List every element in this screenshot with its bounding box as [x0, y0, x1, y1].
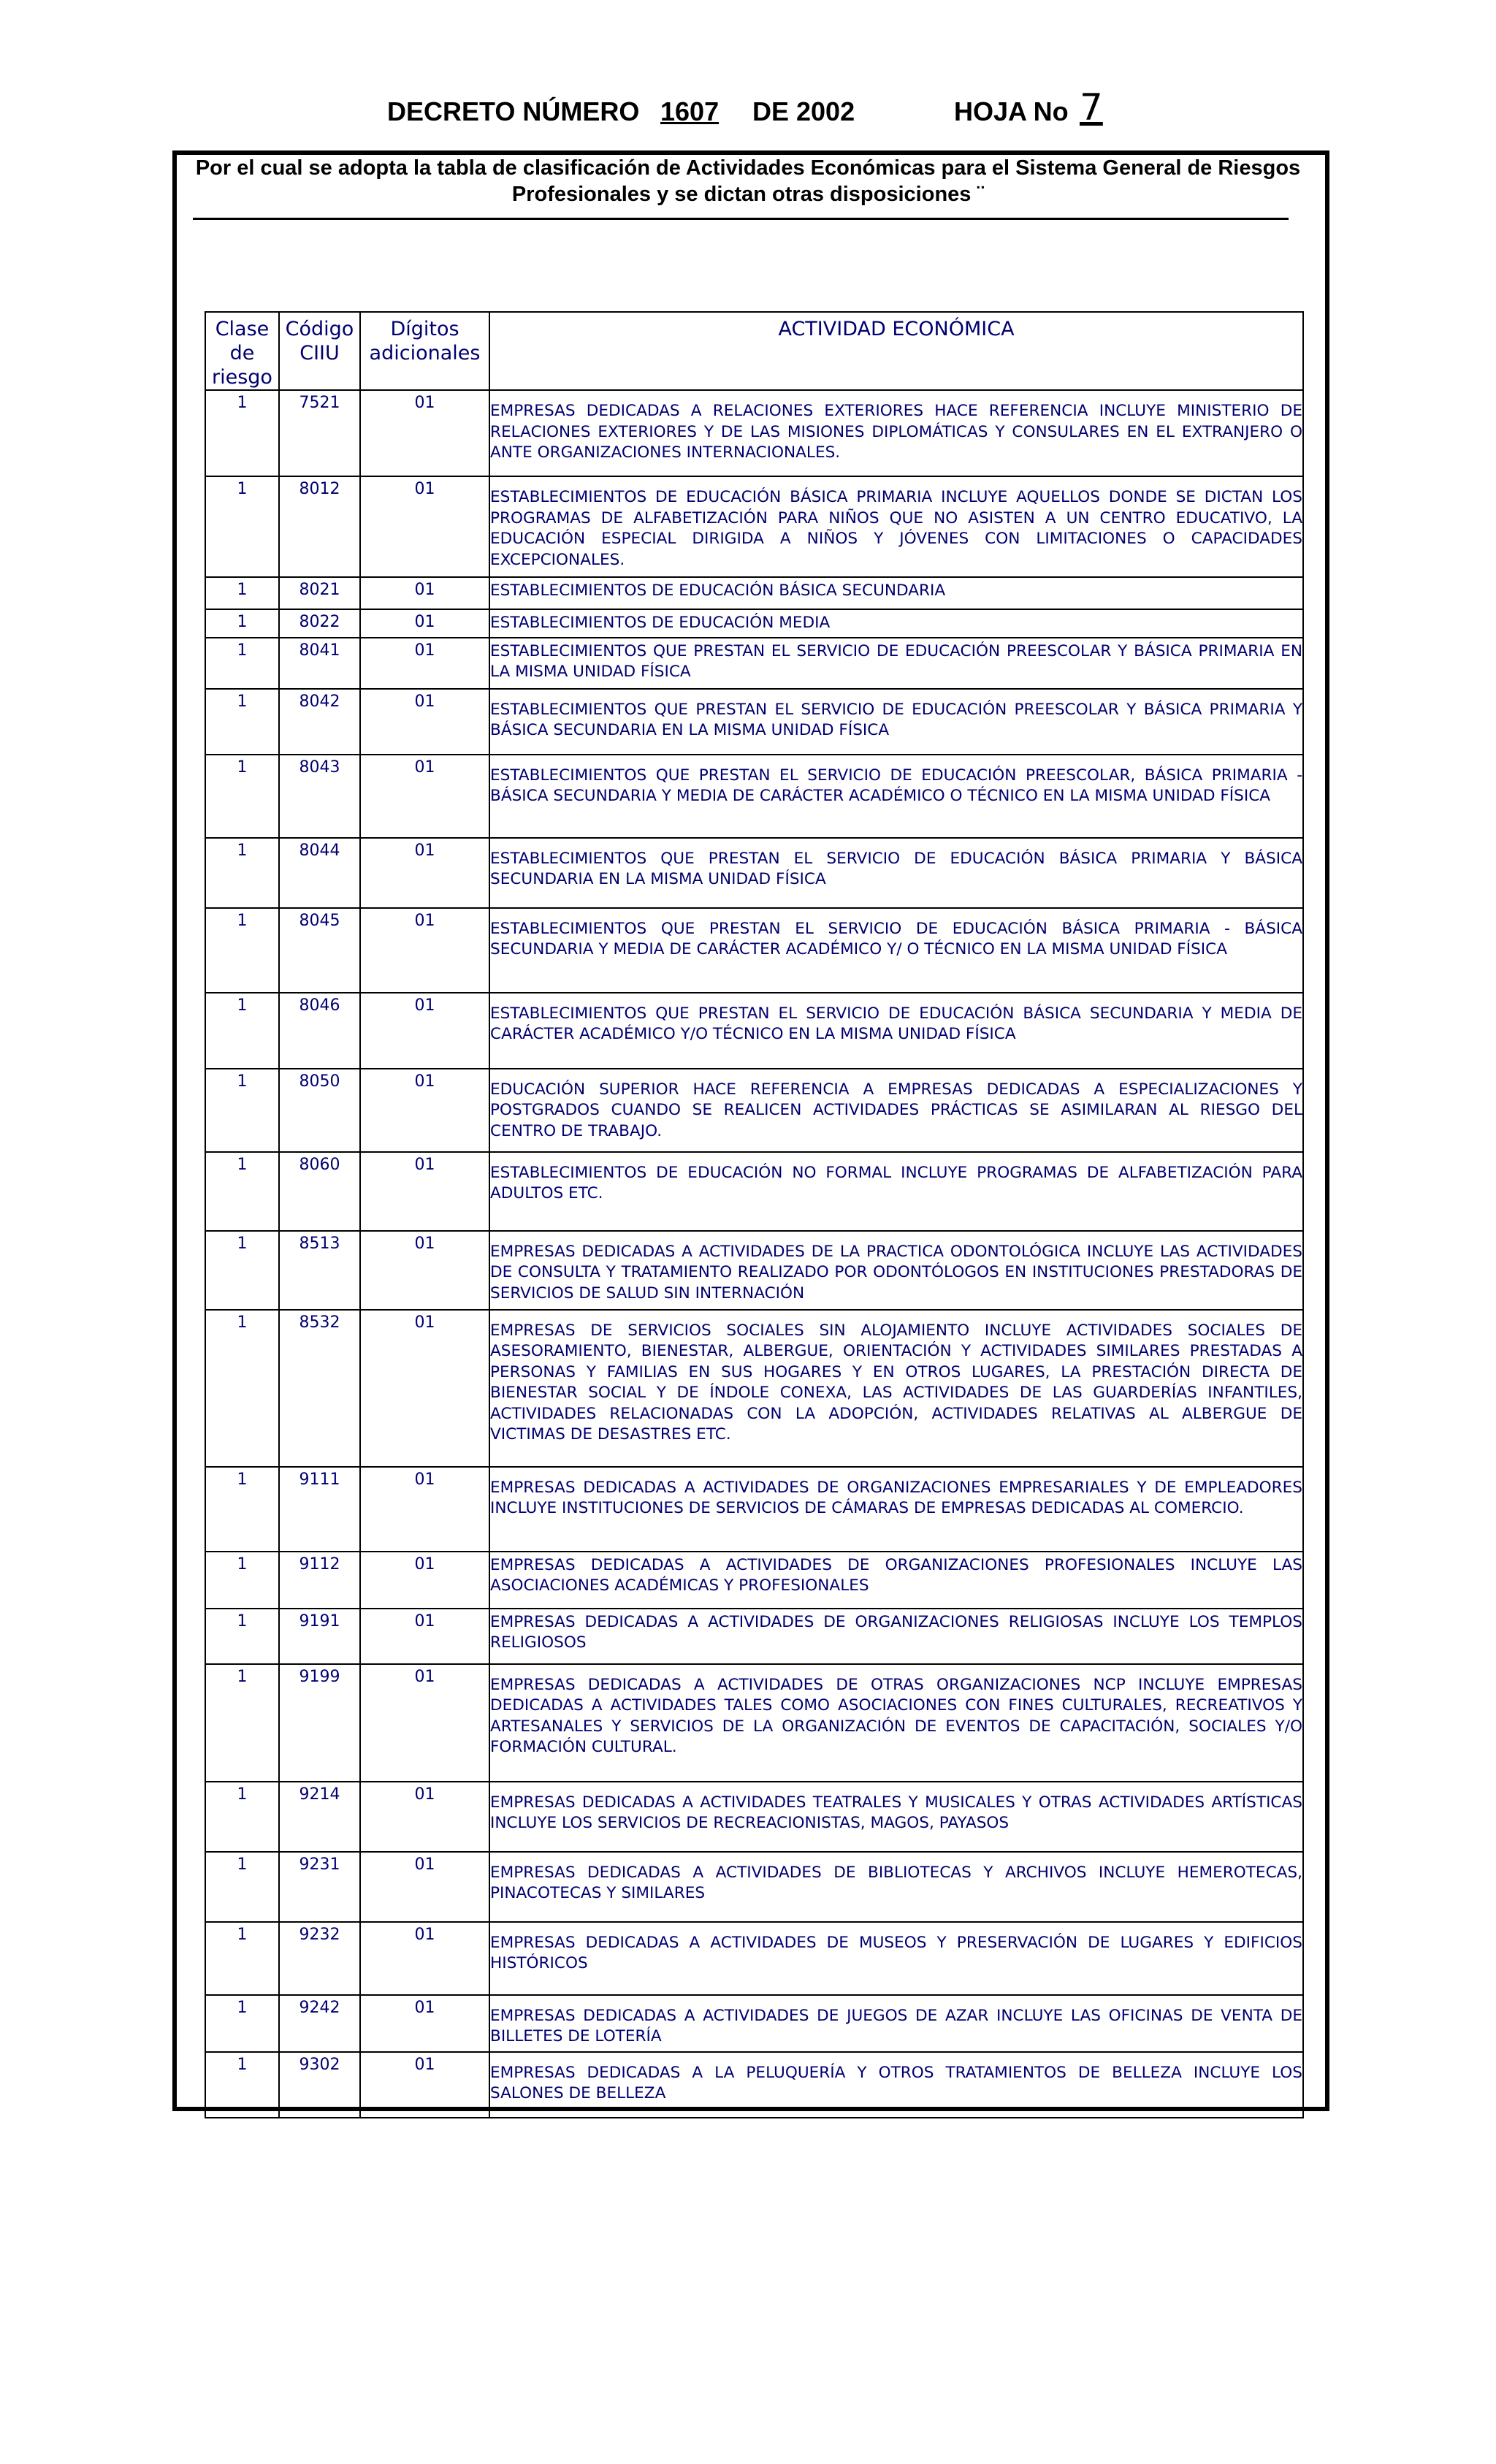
table-header-row	[205, 312, 1303, 390]
cell-codigo: 7521	[279, 390, 360, 476]
table-row	[205, 577, 1303, 609]
actividad-text: ESTABLECIMIENTOS QUE PRESTAN EL SERVICIO DE EDUCACIÓN PREESCOLAR, BÁSICA PRIMARIA - BÁSICA SECUNDARIA Y MEDIA DE CARÁCTER ACADÉMICO O TÉCNICO EN LA MISMA UNIDAD FÍSICA	[490, 766, 1302, 805]
cell-digitos: 01	[360, 1552, 489, 1609]
table-row	[205, 1922, 1303, 1995]
cell-actividad	[489, 689, 1303, 755]
cell-actividad	[489, 1467, 1303, 1552]
table-body	[205, 390, 1303, 2118]
cell-codigo: 8042	[279, 689, 360, 755]
table-row	[205, 908, 1303, 993]
cell-codigo: 9302	[279, 2052, 360, 2118]
cell-actividad	[489, 1609, 1303, 1664]
cell-clase: 1	[205, 609, 279, 638]
cell-digitos: 01	[360, 689, 489, 755]
cell-codigo: 9111	[279, 1467, 360, 1552]
decreto-number: 1607	[660, 96, 720, 126]
table-row	[205, 1995, 1303, 2052]
table-row	[205, 755, 1303, 838]
table-row	[205, 390, 1303, 476]
cell-actividad	[489, 609, 1303, 638]
cell-actividad	[489, 1922, 1303, 1995]
cell-digitos: 01	[360, 1310, 489, 1467]
table-row	[205, 638, 1303, 689]
cell-actividad	[489, 638, 1303, 689]
page-number: 7	[1080, 86, 1103, 129]
decreto-label: DECRETO NÚMERO	[387, 96, 640, 126]
cell-clase: 1	[205, 1231, 279, 1310]
header-actividad: ACTIVIDAD ECONÓMICA	[489, 312, 1303, 390]
cell-actividad	[489, 1782, 1303, 1852]
cell-codigo: 9242	[279, 1995, 360, 2052]
table-row	[205, 1231, 1303, 1310]
table-row	[205, 689, 1303, 755]
cell-codigo: 9214	[279, 1782, 360, 1852]
cell-digitos: 01	[360, 1467, 489, 1552]
table-row	[205, 1152, 1303, 1231]
cell-digitos: 01	[360, 1852, 489, 1922]
cell-clase: 1	[205, 1852, 279, 1922]
cell-clase: 1	[205, 1664, 279, 1782]
decreto-year: DE 2002	[752, 96, 855, 126]
cell-digitos: 01	[360, 609, 489, 638]
cell-actividad	[489, 755, 1303, 838]
cell-digitos: 01	[360, 1152, 489, 1231]
cell-digitos: 01	[360, 908, 489, 993]
cell-digitos: 01	[360, 1231, 489, 1310]
cell-codigo: 8041	[279, 638, 360, 689]
cell-actividad	[489, 1310, 1303, 1467]
actividad-text: ESTABLECIMIENTOS QUE PRESTAN EL SERVICIO DE EDUCACIÓN PREESCOLAR Y BÁSICA PRIMARIA EN LA MISMA UNIDAD FÍSICA	[490, 641, 1302, 681]
header-digitos: Dígitos adicionales	[360, 312, 489, 390]
table-row	[205, 1552, 1303, 1609]
cell-clase: 1	[205, 1552, 279, 1609]
cell-actividad	[489, 390, 1303, 476]
actividad-text: ESTABLECIMIENTOS QUE PRESTAN EL SERVICIO DE EDUCACIÓN BÁSICA SECUNDARIA Y MEDIA DE CARÁCTER ACADÉMICO Y/O TÉCNICO EN LA MISMA UNIDAD FÍSICA	[490, 1004, 1302, 1043]
cell-clase: 1	[205, 638, 279, 689]
cell-actividad	[489, 476, 1303, 577]
cell-clase: 1	[205, 1922, 279, 1995]
actividad-text: ESTABLECIMIENTOS DE EDUCACIÓN BÁSICA SECUNDARIA	[490, 581, 946, 600]
cell-digitos: 01	[360, 1995, 489, 2052]
cell-actividad	[489, 1852, 1303, 1922]
subtitle-divider	[193, 218, 1289, 220]
cell-clase: 1	[205, 755, 279, 838]
document-subtitle: Por el cual se adopta la tabla de clasificación de Actividades Económicas para el Sistema General de Riesgos Profesionales y se dictan otras disposiciones ¨	[195, 156, 1301, 206]
table-row	[205, 1664, 1303, 1782]
cell-actividad	[489, 2052, 1303, 2118]
actividad-text: EMPRESAS DEDICADAS A ACTIVIDADES DE LA PRACTICA ODONTOLÓGICA INCLUYE LAS ACTIVIDADES DE CONSULTA Y TRATAMIENTO REALIZADO POR ODONTÓLOGOS EN INSTITUCIONES PRESTADORAS DE SERVICIOS DE SALUD SIN INTERNACIÓN	[490, 1242, 1302, 1302]
actividad-text: EMPRESAS DE SERVICIOS SOCIALES SIN ALOJAMIENTO INCLUYE ACTIVIDADES SOCIALES DE ASESORAMIENTO, BIENESTAR, ALBERGUE, ORIENTACIÓN Y ACTIVIDADES SIMILARES PRESTADAS A PERSONAS Y FAMILIAS EN SUS HOGARES Y EN OTROS LUGARES, LA PRESTACIÓN DIRECTA DE BIENESTAR SOCIAL Y DE ÍNDOLE CONEXA, LAS ACTIVIDADES DE LAS GUARDERÍAS INFANTILES, ACTIVIDADES RELACIONADAS CON LA ADOPCIÓN, ACTIVIDADES RELATIVAS AL ALBERGUE DE VICTIMAS DE DESASTRES ETC.	[490, 1321, 1302, 1443]
cell-codigo: 8046	[279, 993, 360, 1069]
actividad-text: EMPRESAS DEDICADAS A ACTIVIDADES DE ORGANIZACIONES RELIGIOSAS INCLUYE LOS TEMPLOS RELIGIOSOS	[490, 1612, 1302, 1652]
cell-clase: 1	[205, 838, 279, 908]
cell-actividad	[489, 1152, 1303, 1231]
cell-clase: 1	[205, 577, 279, 609]
actividad-text: ESTABLECIMIENTOS DE EDUCACIÓN MEDIA	[490, 614, 831, 632]
cell-actividad	[489, 993, 1303, 1069]
cell-codigo: 8044	[279, 838, 360, 908]
header-clase: Clase de riesgo	[205, 312, 279, 390]
cell-digitos: 01	[360, 390, 489, 476]
cell-clase: 1	[205, 1069, 279, 1152]
cell-codigo: 8513	[279, 1231, 360, 1310]
cell-actividad	[489, 838, 1303, 908]
cell-digitos: 01	[360, 638, 489, 689]
cell-codigo: 8060	[279, 1152, 360, 1231]
cell-clase: 1	[205, 1467, 279, 1552]
actividad-text: ESTABLECIMIENTOS QUE PRESTAN EL SERVICIO DE EDUCACIÓN PREESCOLAR Y BÁSICA PRIMARIA Y BÁSICA SECUNDARIA EN LA MISMA UNIDAD FÍSICA	[490, 700, 1302, 739]
actividad-text: EMPRESAS DEDICADAS A ACTIVIDADES DE OTRAS ORGANIZACIONES NCP INCLUYE EMPRESAS DEDICADAS A ACTIVIDADES TALES COMO ASOCIACIONES CON FINES CULTURALES, RECREATIVOS Y ARTESANALES Y SERVICIOS DE LA ORGANIZACIÓN DE EVENTOS DE CAPACITACIÓN, SOCIALES Y/O FORMACIÓN CULTURAL.	[490, 1675, 1302, 1756]
cell-digitos: 01	[360, 476, 489, 577]
cell-actividad	[489, 1069, 1303, 1152]
table-row	[205, 1310, 1303, 1467]
header-codigo: Código CIIU	[279, 312, 360, 390]
cell-clase: 1	[205, 1782, 279, 1852]
actividad-text: EMPRESAS DEDICADAS A ACTIVIDADES DE BIBLIOTECAS Y ARCHIVOS INCLUYE HEMEROTECAS, PINACOTECAS Y SIMILARES	[490, 1863, 1302, 1902]
cell-clase: 1	[205, 2052, 279, 2118]
cell-clase: 1	[205, 689, 279, 755]
cell-digitos: 01	[360, 993, 489, 1069]
actividad-text: ESTABLECIMIENTOS DE EDUCACIÓN NO FORMAL INCLUYE PROGRAMAS DE ALFABETIZACIÓN PARA ADULTOS ETC.	[490, 1163, 1302, 1202]
table-row	[205, 476, 1303, 577]
cell-digitos: 01	[360, 1922, 489, 1995]
cell-codigo: 9231	[279, 1852, 360, 1922]
table-row	[205, 1782, 1303, 1852]
table-row	[205, 1852, 1303, 1922]
actividad-text: EMPRESAS DEDICADAS A ACTIVIDADES DE ORGANIZACIONES EMPRESARIALES Y DE EMPLEADORES INCLUYE INSTITUCIONES DE SERVICIOS DE CÁMARAS DE EMPRESAS DEDICADAS AL COMERCIO.	[490, 1478, 1302, 1517]
cell-digitos: 01	[360, 1664, 489, 1782]
cell-clase: 1	[205, 476, 279, 577]
cell-codigo: 9112	[279, 1552, 360, 1609]
table-row	[205, 1467, 1303, 1552]
actividad-text: ESTABLECIMIENTOS QUE PRESTAN EL SERVICIO DE EDUCACIÓN BÁSICA PRIMARIA Y BÁSICA SECUNDARIA EN LA MISMA UNIDAD FÍSICA	[490, 849, 1302, 888]
cell-codigo: 8022	[279, 609, 360, 638]
cell-actividad	[489, 577, 1303, 609]
table-row	[205, 1069, 1303, 1152]
cell-codigo: 8050	[279, 1069, 360, 1152]
cell-actividad	[489, 1552, 1303, 1609]
actividad-text: EMPRESAS DEDICADAS A ACTIVIDADES DE JUEGOS DE AZAR INCLUYE LAS OFICINAS DE VENTA DE BILLETES DE LOTERÍA	[490, 2006, 1302, 2045]
cell-digitos: 01	[360, 2052, 489, 2118]
cell-digitos: 01	[360, 1782, 489, 1852]
cell-clase: 1	[205, 993, 279, 1069]
actividad-text: ESTABLECIMIENTOS QUE PRESTAN EL SERVICIO DE EDUCACIÓN BÁSICA PRIMARIA - BÁSICA SECUNDARIA Y MEDIA DE CARÁCTER ACADÉMICO Y/ O TÉCNICO EN LA MISMA UNIDAD FÍSICA	[490, 919, 1302, 958]
table-row	[205, 993, 1303, 1069]
document-header	[0, 86, 1496, 137]
cell-digitos: 01	[360, 838, 489, 908]
cell-codigo: 9232	[279, 1922, 360, 1995]
cell-codigo: 8012	[279, 476, 360, 577]
actividad-text: EMPRESAS DEDICADAS A RELACIONES EXTERIORES HACE REFERENCIA INCLUYE MINISTERIO DE RELACIONES EXTERIORES Y DE LAS MISIONES DIPLOMÁTICAS Y CONSULARES EN EL EXTRANJERO O ANTE ORGANIZACIONES INTERNACIONALES.	[490, 402, 1302, 462]
table-row	[205, 2052, 1303, 2118]
table-row	[205, 1609, 1303, 1664]
cell-clase: 1	[205, 390, 279, 476]
cell-actividad	[489, 1664, 1303, 1782]
cell-codigo: 8043	[279, 755, 360, 838]
cell-digitos: 01	[360, 755, 489, 838]
cell-clase: 1	[205, 1995, 279, 2052]
cell-actividad	[489, 1995, 1303, 2052]
cell-codigo: 8045	[279, 908, 360, 993]
actividad-text: EMPRESAS DEDICADAS A LA PELUQUERÍA Y OTROS TRATAMIENTOS DE BELLEZA INCLUYE LOS SALONES DE BELLEZA	[490, 2063, 1302, 2102]
activity-table	[205, 311, 1304, 2118]
actividad-text: EMPRESAS DEDICADAS A ACTIVIDADES TEATRALES Y MUSICALES Y OTRAS ACTIVIDADES ARTÍSTICAS INCLUYE LOS SERVICIOS DE RECREACIONISTAS, MAGOS, PAYASOS	[490, 1793, 1302, 1832]
hoja-label: HOJA No	[954, 96, 1069, 126]
actividad-text: ESTABLECIMIENTOS DE EDUCACIÓN BÁSICA PRIMARIA INCLUYE AQUELLOS DONDE SE DICTAN LOS PROGRAMAS DE ALFABETIZACIÓN PARA NIÑOS QUE NO ASISTEN A UN CENTRO EDUCATIVO, LA EDUCACIÓN ESPECIAL DIRIGIDA A NIÑOS Y JÓVENES CON LIMITACIONES O CAPACIDADES EXCEPCIONALES.	[490, 488, 1302, 569]
cell-digitos: 01	[360, 577, 489, 609]
cell-codigo: 8021	[279, 577, 360, 609]
table-row	[205, 609, 1303, 638]
actividad-text: EMPRESAS DEDICADAS A ACTIVIDADES DE ORGANIZACIONES PROFESIONALES INCLUYE LAS ASOCIACIONES ACADÉMICAS Y PROFESIONALES	[490, 1555, 1302, 1595]
cell-digitos: 01	[360, 1069, 489, 1152]
actividad-text: EDUCACIÓN SUPERIOR HACE REFERENCIA A EMPRESAS DEDICADAS A ESPECIALIZACIONES Y POSTGRADOS CUANDO SE REALICEN ACTIVIDADES PRÁCTICAS SE ASIMILARAN AL RIESGO DEL CENTRO DE TRABAJO.	[490, 1080, 1302, 1140]
cell-digitos: 01	[360, 1609, 489, 1664]
cell-actividad	[489, 908, 1303, 993]
table-row	[205, 838, 1303, 908]
cell-codigo: 9191	[279, 1609, 360, 1664]
cell-clase: 1	[205, 1152, 279, 1231]
cell-clase: 1	[205, 908, 279, 993]
cell-clase: 1	[205, 1609, 279, 1664]
cell-codigo: 9199	[279, 1664, 360, 1782]
cell-actividad	[489, 1231, 1303, 1310]
actividad-text: EMPRESAS DEDICADAS A ACTIVIDADES DE MUSEOS Y PRESERVACIÓN DE LUGARES Y EDIFICIOS HISTÓRICOS	[490, 1933, 1302, 1972]
cell-clase: 1	[205, 1310, 279, 1467]
cell-codigo: 8532	[279, 1310, 360, 1467]
